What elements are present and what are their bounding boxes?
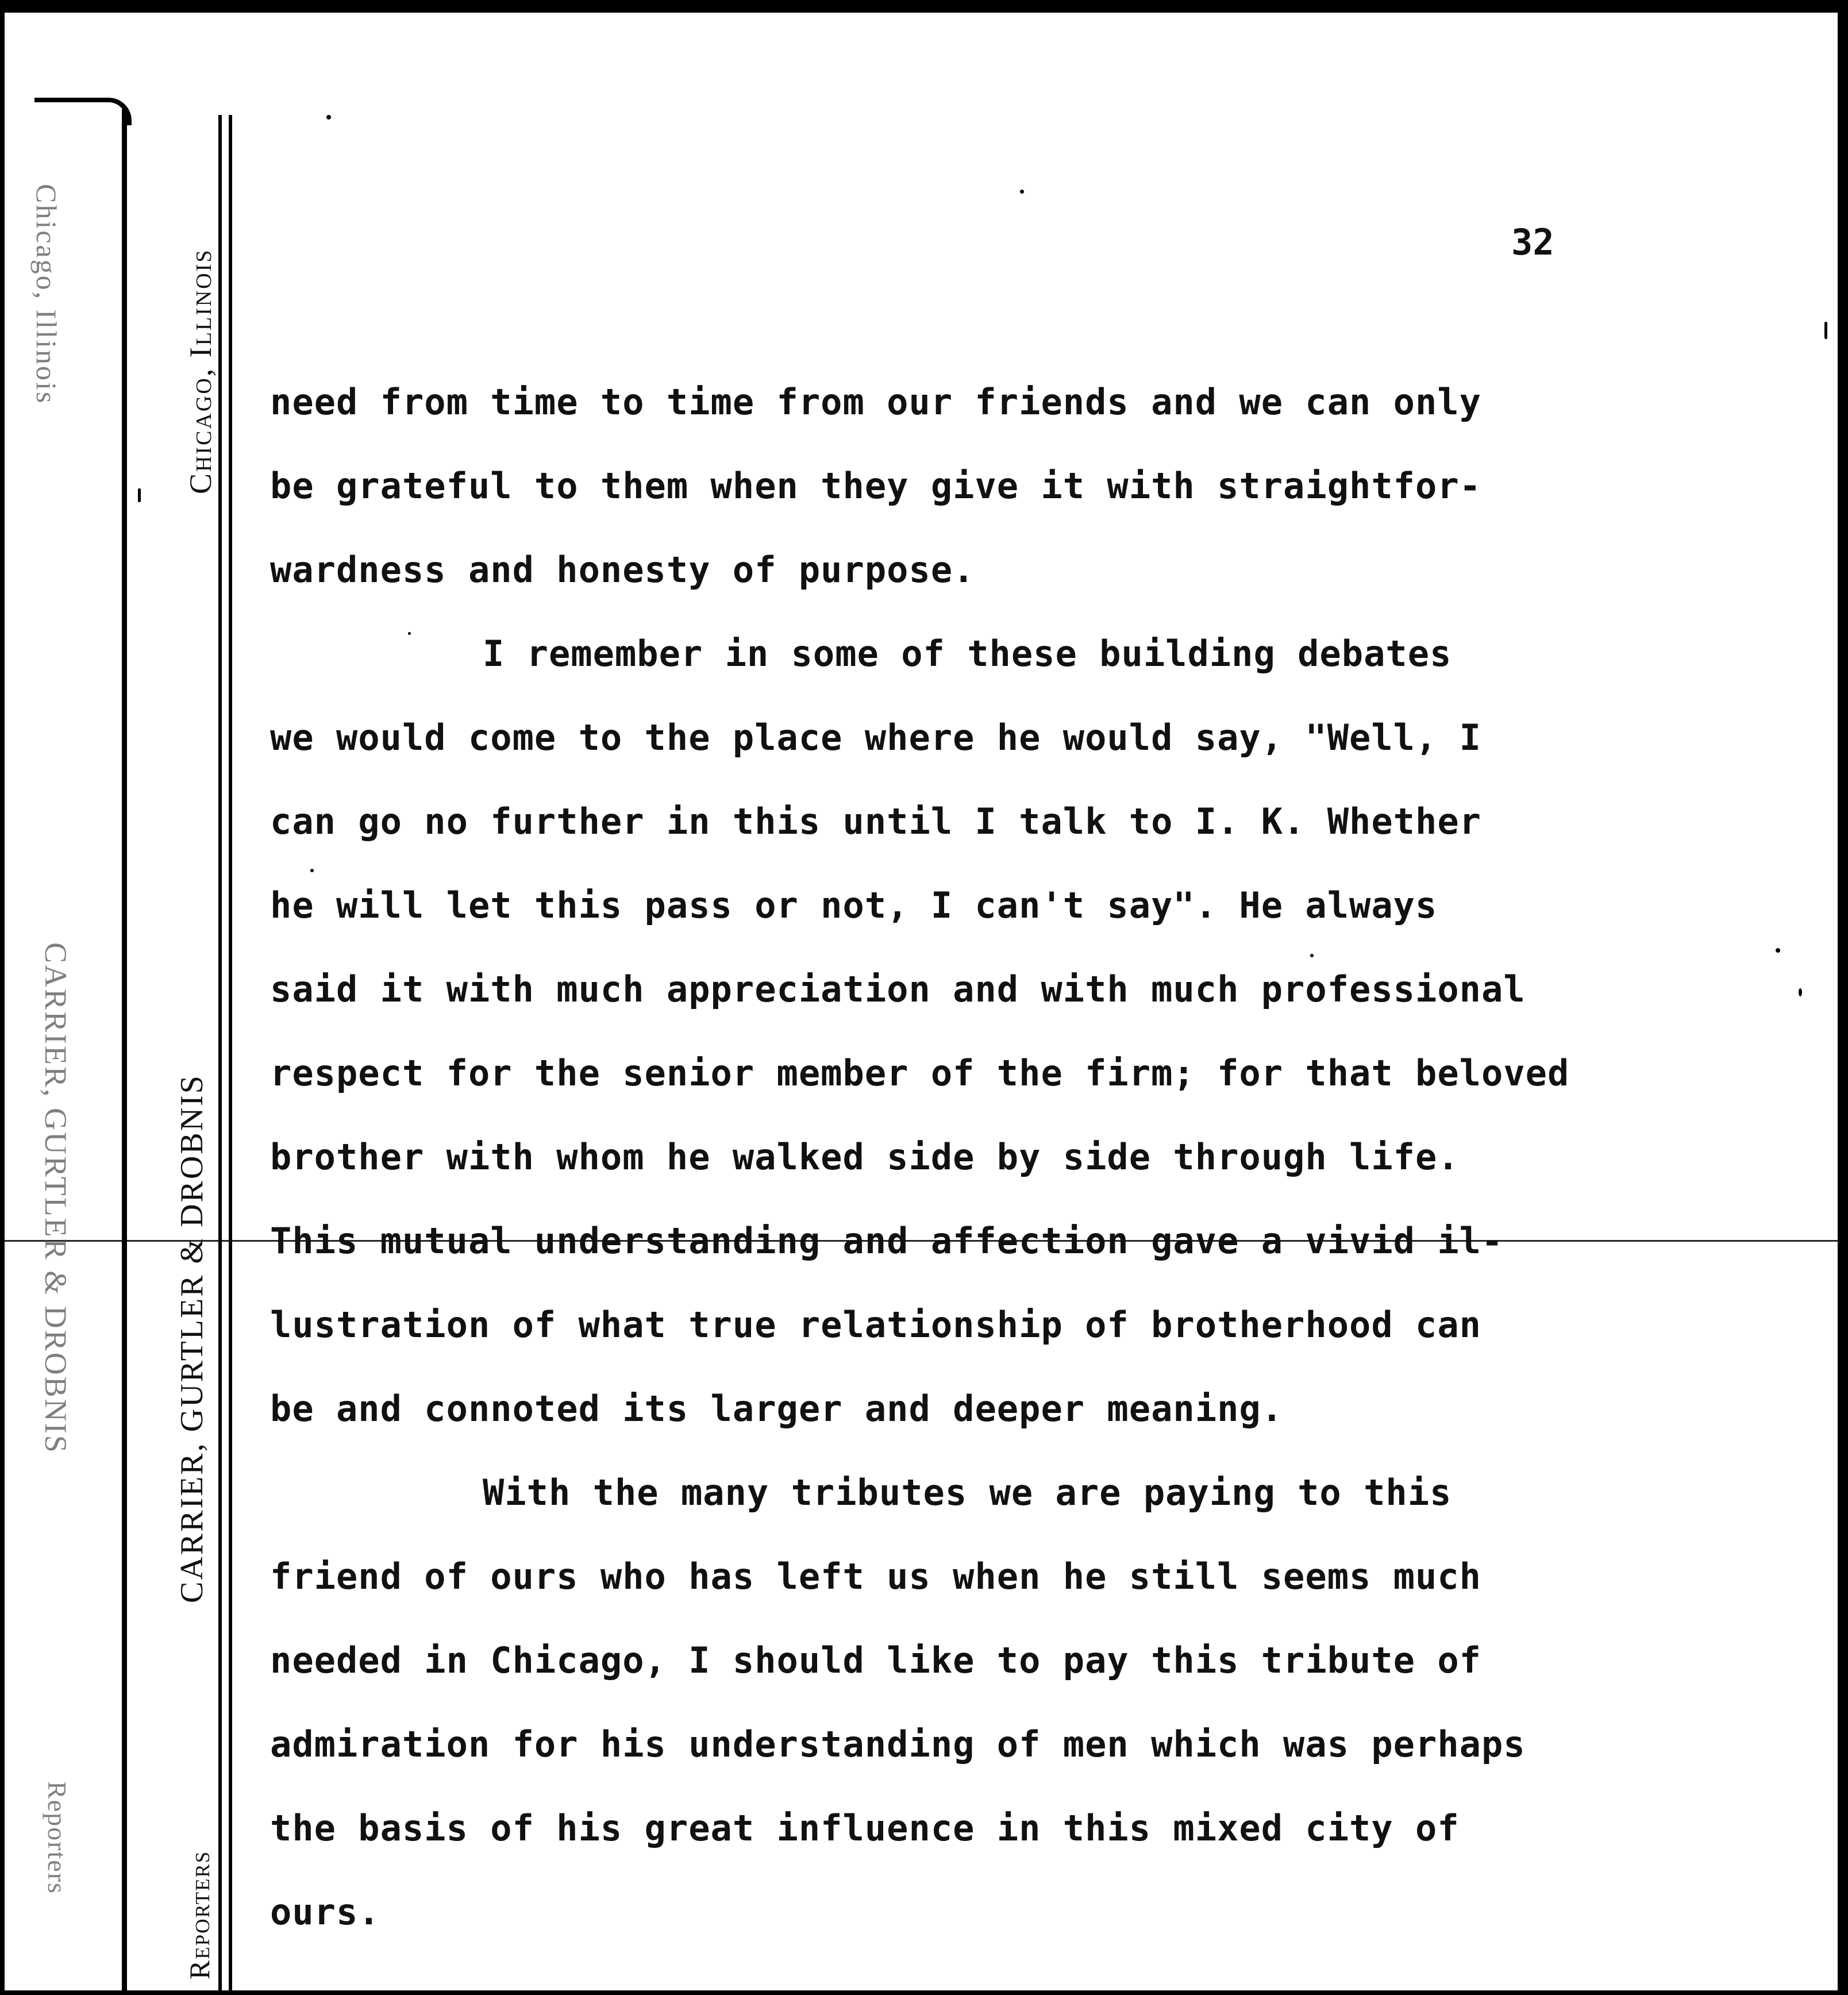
transcript-line: need from time to time from our friends and we can only xyxy=(270,381,1481,423)
transcript-line: we would come to the place where he would say, "Well, I xyxy=(270,717,1481,758)
scan-speck xyxy=(1020,190,1024,194)
transcript-body xyxy=(270,373,1569,1967)
scan-speck xyxy=(138,488,141,502)
margin-rule-double-2 xyxy=(229,115,232,1995)
scan-border-top xyxy=(0,0,1848,13)
transcript-line: lustration of what true relationship of brotherhood can xyxy=(270,1304,1481,1346)
scan-speck xyxy=(1824,322,1827,339)
scan-border-bottom xyxy=(0,1990,1848,1995)
margin-rule-double-1 xyxy=(218,115,222,1995)
transcript-line: wardness and honesty of purpose. xyxy=(270,549,975,591)
scan-speck xyxy=(310,869,314,872)
transcript-line: ours. xyxy=(270,1891,380,1933)
margin-hook-line xyxy=(34,98,132,125)
transcript-line: needed in Chicago, I should like to pay this tribute of xyxy=(270,1639,1481,1681)
margin-firm-bleedthrough: CARRIER, GURTLER & DROBNIS xyxy=(38,942,73,1454)
scan-border-left xyxy=(0,0,5,1995)
transcript-line: be grateful to them when they give it with straightfor- xyxy=(270,465,1481,507)
transcript-line: With the many tributes we are paying to this xyxy=(483,1472,1452,1513)
page-number: 32 xyxy=(1511,221,1554,263)
margin-role: Reporters xyxy=(183,1850,215,1979)
margin-firm-name: CARRIER, GURTLER & DROBNIS xyxy=(174,1074,210,1603)
margin-rule-left xyxy=(122,109,127,1995)
margin-city: Chicago, Illinois xyxy=(183,248,218,494)
transcript-line: respect for the senior member of the firm; for that beloved xyxy=(270,1052,1570,1094)
transcript-line: friend of ours who has left us when he still seems much xyxy=(270,1555,1481,1597)
transcript-line: can go no further in this until I talk to I. K. Whether xyxy=(270,800,1481,842)
margin-city-bleedthrough: Chicago, Illinois xyxy=(30,184,63,405)
transcript-line: the basis of his great influence in this mixed city of xyxy=(270,1807,1460,1849)
transcript-line: be and connoted its larger and deeper meaning. xyxy=(270,1388,1284,1430)
margin-role-bleedthrough: Reporters xyxy=(43,1781,72,1894)
transcript-line: brother with whom he walked side by side through life. xyxy=(270,1136,1460,1178)
transcript-line: I remember in some of these building debates xyxy=(483,633,1452,675)
scan-speck xyxy=(1776,948,1780,953)
scan-speck xyxy=(1799,988,1802,996)
scan-speck xyxy=(1310,954,1314,957)
scan-speck xyxy=(408,632,411,635)
scan-speck xyxy=(326,115,331,120)
transcript-line: he will let this pass or not, I can't say". He always xyxy=(270,884,1438,926)
transcript-line: This mutual understanding and affection gave a vivid il- xyxy=(270,1220,1504,1262)
transcript-line: said it with much appreciation and with much professional xyxy=(270,968,1526,1010)
transcript-line: admiration for his understanding of men which was perhaps xyxy=(270,1723,1526,1765)
scan-border-right xyxy=(1838,0,1848,1995)
